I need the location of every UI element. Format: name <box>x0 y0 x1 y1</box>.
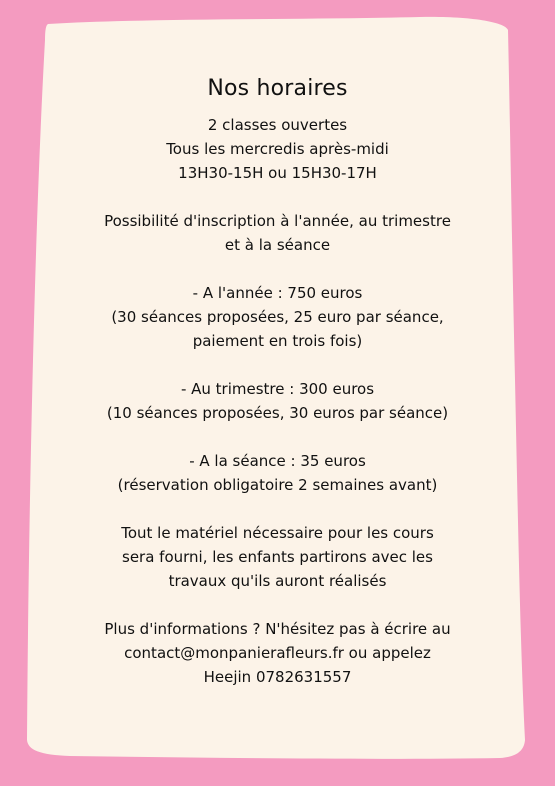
phone-line: Heejin 0782631557 <box>203 668 352 686</box>
text-line: paiement en trois fois) <box>192 332 363 350</box>
text-line: - A l'année : 750 euros <box>192 284 363 302</box>
text-line: 13H30-15H ou 15H30-17H <box>178 164 377 182</box>
text-line: (réservation obligatoire 2 semaines avant) <box>117 476 438 494</box>
block-registration <box>60 209 495 257</box>
schedule-content <box>60 76 495 689</box>
block-materials <box>60 521 495 593</box>
text-line: Plus d'informations ? N'hésitez pas à écrire au <box>104 620 451 638</box>
block-trimester-price <box>60 377 495 425</box>
page-title: Nos horaires <box>207 76 348 101</box>
text-line: Possibilité d'inscription à l'année, au trimestre <box>104 212 451 230</box>
text-line: Tous les mercredis après-midi <box>166 140 389 158</box>
text-line: (30 séances proposées, 25 euro par séance, <box>111 308 444 326</box>
text-line: - Au trimestre : 300 euros <box>180 380 375 398</box>
text-line: travaux qu'ils auront réalisés <box>168 572 387 590</box>
text-line: sera fourni, les enfants partirons avec les <box>122 548 433 566</box>
block-session-price <box>60 449 495 497</box>
text-line: 2 classes ouvertes <box>207 116 348 134</box>
text-line: - A la séance : 35 euros <box>189 452 366 470</box>
text-line: Tout le matériel nécessaire pour les cours <box>121 524 434 542</box>
block-contact <box>60 617 495 689</box>
text-line: (10 séances proposées, 30 euros par séance) <box>106 404 449 422</box>
block-yearly-price <box>60 281 495 353</box>
block-classes <box>60 113 495 185</box>
text-line: et à la séance <box>224 236 331 254</box>
contact-line: contact@monpanierafleurs.fr ou appelez <box>124 644 431 662</box>
